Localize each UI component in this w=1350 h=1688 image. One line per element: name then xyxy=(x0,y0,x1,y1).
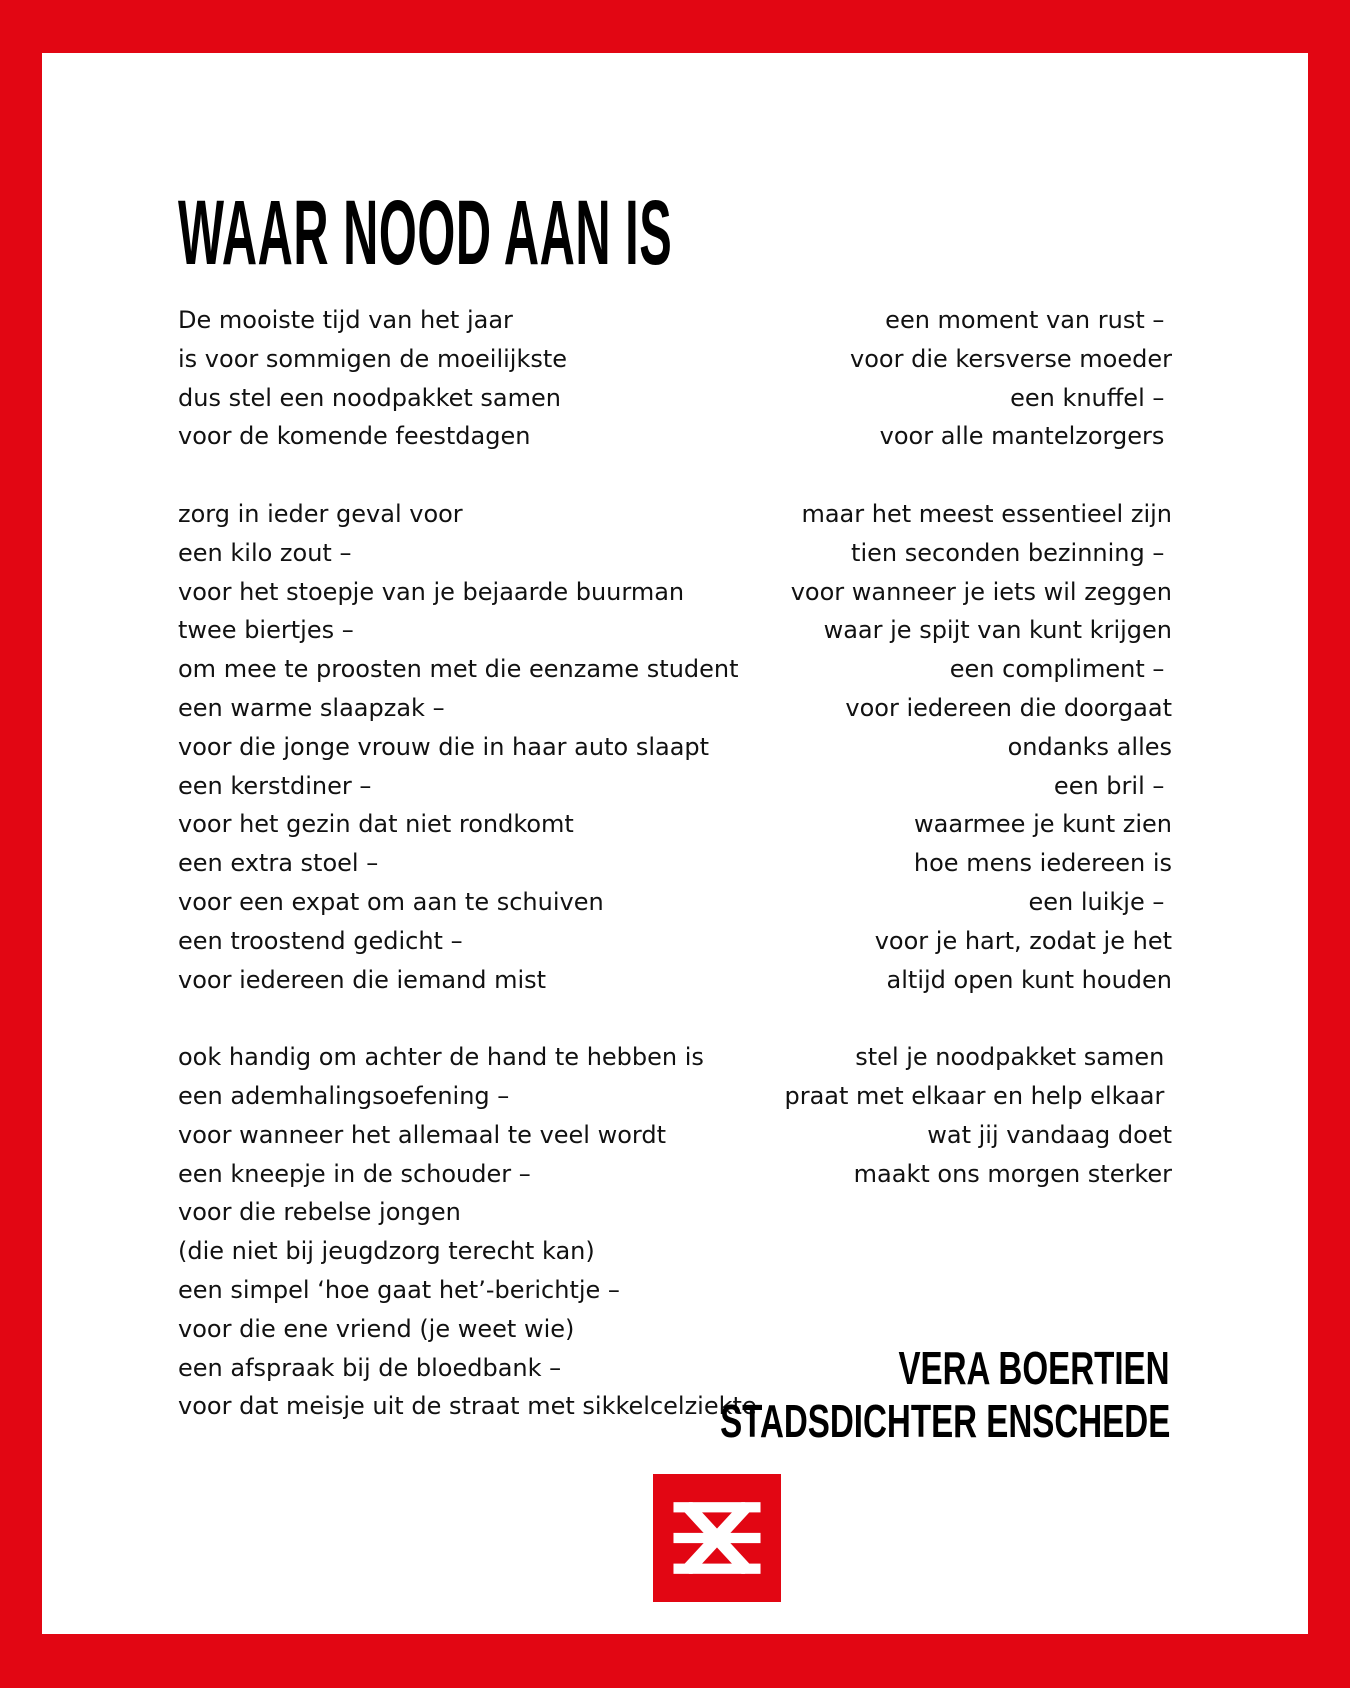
poem-line: stel je noodpakket samen xyxy=(855,1043,1172,1072)
poem-line: ook handig om achter de hand te hebben is xyxy=(178,1043,704,1072)
poem-line: een troostend gedicht – xyxy=(178,926,463,955)
poem-line: voor je hart, zodat je het xyxy=(874,926,1172,955)
poem-line: De mooiste tijd van het jaar xyxy=(178,306,513,334)
poem-line: (die niet bij jeugdzorg terecht kan) xyxy=(178,1237,595,1266)
poem-line: altijd open kunt houden xyxy=(886,965,1172,994)
poem-title: WAAR NOOD AAN IS xyxy=(178,182,673,284)
poem-line: om mee te proosten met die eenzame student xyxy=(178,655,739,684)
poem-line: voor die ene vriend (je weet wie) xyxy=(178,1314,575,1343)
poem-line: maakt ons morgen sterker xyxy=(853,1159,1172,1188)
poem-line: een ademhalingsoefening – xyxy=(178,1081,510,1110)
poem-line: voor die jonge vrouw die in haar auto slaapt xyxy=(178,732,710,761)
stanza-break xyxy=(178,999,757,1038)
poem-left-column xyxy=(178,301,757,1426)
enschede-logo-icon xyxy=(653,1474,781,1602)
stanza-break xyxy=(785,456,1173,495)
poem-line: een luikje – xyxy=(1028,887,1172,916)
poem-line: een bril – xyxy=(1053,771,1172,800)
author-role: STADSDICHTER ENSCHEDE xyxy=(719,1395,1170,1447)
poem-line: hoe mens iedereen is xyxy=(913,849,1172,878)
poem-line: een knuffel – xyxy=(1010,383,1172,412)
poem-line: waar je spijt van kunt krijgen xyxy=(823,616,1172,645)
poem-line: voor de komende feestdagen xyxy=(178,422,531,451)
poem-line: een warme slaapzak – xyxy=(178,693,445,722)
poem-line: voor wanneer je iets wil zeggen xyxy=(790,577,1172,606)
poem-line: zorg in ieder geval voor xyxy=(178,499,463,528)
poem-line: waarmee je kunt zien xyxy=(914,810,1172,839)
poem-line: een simpel ‘hoe gaat het’-berichtje – xyxy=(178,1275,620,1304)
poem-line: voor wanneer het allemaal te veel wordt xyxy=(178,1120,667,1149)
poem-line: dus stel een noodpakket samen xyxy=(178,383,561,412)
poem-line: voor het stoepje van je bejaarde buurman xyxy=(178,577,685,606)
poem-line: voor dat meisje uit de straat met sikkelcelziekte xyxy=(178,1392,757,1421)
poem-page xyxy=(42,53,1308,1634)
poem-line: een kneepje in de schouder – xyxy=(178,1159,531,1188)
poem-line: een extra stoel – xyxy=(178,849,379,878)
poem-line: twee biertjes – xyxy=(178,616,354,645)
poem-line: voor het gezin dat niet rondkomt xyxy=(178,810,574,839)
poem-line: praat met elkaar en help elkaar xyxy=(784,1081,1172,1110)
author-name: VERA BOERTIEN xyxy=(898,1342,1170,1394)
poem-line: tien seconden bezinning – xyxy=(851,538,1172,567)
poem-line: maar het meest essentieel zijn xyxy=(801,499,1172,528)
stanza-break xyxy=(785,999,1173,1038)
poem-line: voor alle mantelzorgers xyxy=(879,422,1172,451)
poem-line: voor iedereen die iemand mist xyxy=(178,965,547,994)
poem-line: een kilo zout – xyxy=(178,538,352,567)
poem-line: een compliment – xyxy=(949,655,1172,684)
poem-line: voor die kersverse moeder xyxy=(850,344,1172,373)
poem-line: wat jij vandaag doet xyxy=(927,1120,1172,1149)
poem-line: een afspraak bij de bloedbank – xyxy=(178,1353,562,1382)
poem-line: ondanks alles xyxy=(1007,732,1172,761)
poem-line: is voor sommigen de moeilijkste xyxy=(178,344,568,373)
poem-right-column xyxy=(785,301,1173,1193)
poem-line: een moment van rust – xyxy=(885,306,1172,334)
poem-line: voor die rebelse jongen xyxy=(178,1198,461,1227)
poem-line: voor een expat om aan te schuiven xyxy=(178,887,604,916)
stanza-break xyxy=(178,456,757,495)
poem-line: voor iedereen die doorgaat xyxy=(845,693,1172,722)
poem-line: een kerstdiner – xyxy=(178,771,372,800)
